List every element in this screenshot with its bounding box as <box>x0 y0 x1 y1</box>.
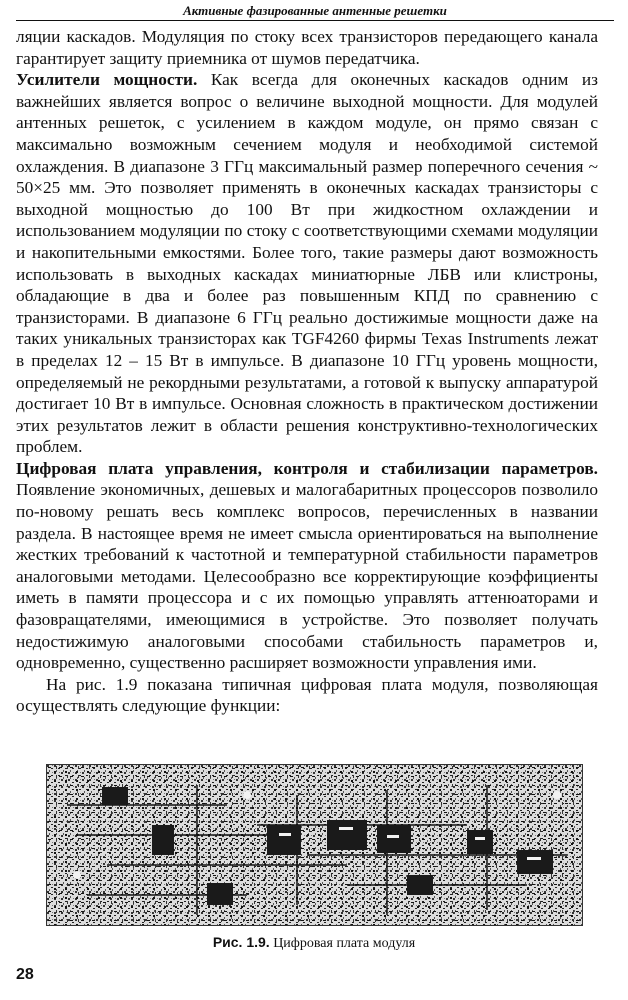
caption-label: Рис. 1.9. <box>212 934 270 950</box>
circuit-board-image <box>47 765 582 925</box>
figure-caption <box>0 934 628 952</box>
paragraph-text: На рис. 1.9 показана типичная цифровая плата модуля, позволяющая осуществлять следующие функции: <box>16 674 598 716</box>
paragraph <box>16 69 598 458</box>
running-header: Активные фазированные антенные решетки <box>16 2 614 21</box>
paragraph <box>16 674 598 717</box>
page-number: 28 <box>16 966 34 983</box>
runin-heading: Цифровая плата управления, контроля и стабилизации параметров. <box>16 458 598 478</box>
runin-heading: Усилители мощности. <box>16 70 198 90</box>
body-text <box>16 26 598 717</box>
paragraph <box>16 26 598 69</box>
caption-text: Цифровая плата модуля <box>269 936 416 951</box>
paragraph-text: Появление экономичных, дешевых и малогабаритных процессоров позволило по-новому решать весь комплекс вопросов, перечисленных в названии раздела. В настоящее время не имеет смысла ориентироваться на выполнение жестких требований к частотной и температурной стабильности параметров аналоговыми методами. Целесообразно все корректирующие коэффициенты иметь в памяти процессора и с их помощью управлять аттенюаторами и фазовращателями, имеющимися в устройстве. Это позволяет получать недостижимую аналоговыми способами стабильность параметров и, одновременно, существенно расширяет возможности управления ими. <box>16 480 598 673</box>
paragraph-text: ляции каскадов. Модуляция по стоку всех транзисторов передающего канала гарантирует защиту приемника от шумов передатчика. <box>16 27 598 68</box>
paragraph-text: Как всегда для оконечных каскадов одним из важнейших является вопрос о величине выходной мощности. Для модулей антенных решеток, с усилением в каждом модуле, он прямо связан с максимально возможным сечением модуля и необходимой системой охлаждения. В диапазоне 3 ГГц максимальный размер поперечного сечения ~ 50×25 мм. Это позволяет применять в оконечных каскадах транзисторы с выходной мощностью до 100 Вт при жидкостном охлаждении и использованием модуляции по стоку с соответствующими схемами модуляции и накопительными емкостями. Более того, такие размеры дают возможность использовать в выходных каскадах миниатюрные ЛБВ или клистроны, обладающие в два и более раз повышенным КПД по сравнению с транзисторами. В диапазоне 6 ГГц реально достижимые мощности даже на таких уникальных транзисторах как TGF4260 фирмы Texas Instruments лежат в пределах 12 – 15 Вт в импульсе. В диапазоне 10 ГГц уровень мощности, определяемый не рекордными результатами, а готовой к выпуску аппаратурой достигает 10 Вт в импульсе. Основная сложность в практическом достижении этих результатов лежит в области решения конструктивно-технологических проблем. <box>16 70 598 457</box>
figure-circuit-board-photo <box>46 764 583 926</box>
paragraph <box>16 458 598 674</box>
